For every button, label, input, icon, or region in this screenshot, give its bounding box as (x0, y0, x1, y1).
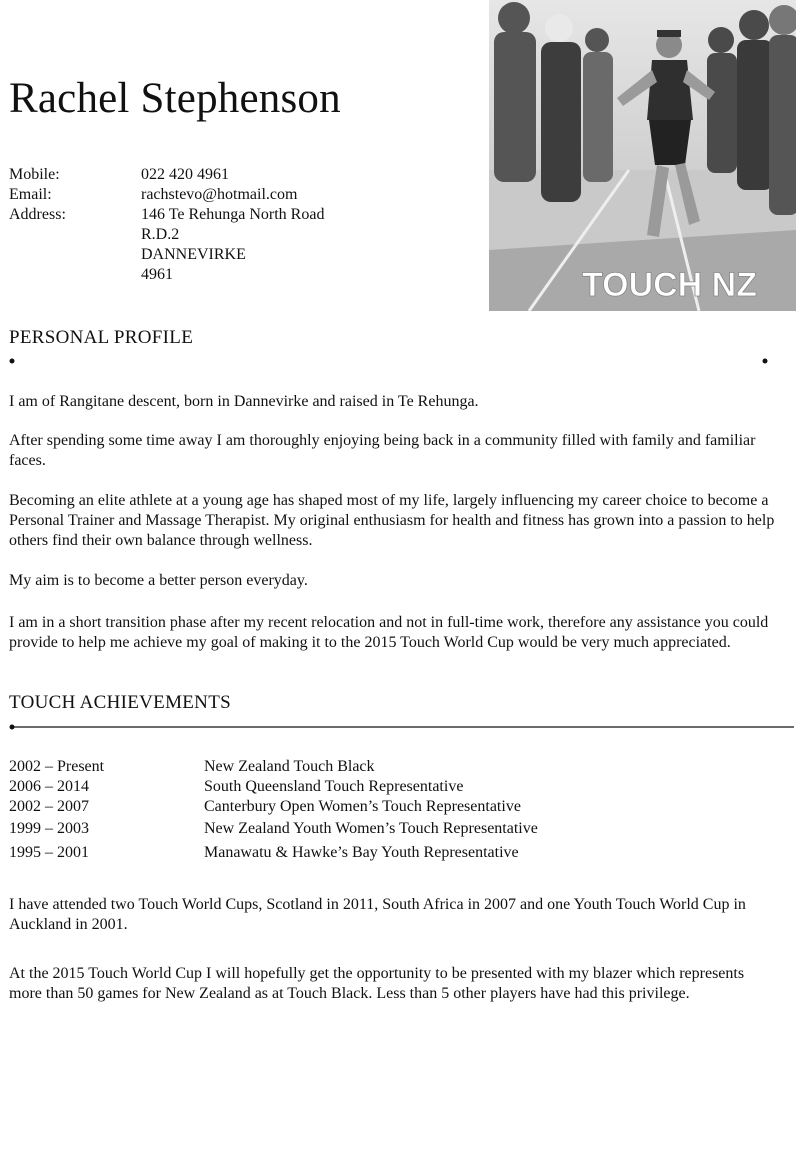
photo-overlay-text: TOUCH NZ (581, 266, 757, 304)
achievements-paragraph: I have attended two Touch World Cups, Scotland in 2011, South Africa in 2007 and one Youth Touch World Cup in Auckland in 2001. (9, 896, 746, 933)
address-row (9, 205, 324, 225)
achievements-divider (9, 722, 794, 732)
address-row (9, 225, 324, 245)
address-line: DANNEVIRKE (141, 246, 246, 263)
profile-heading: PERSONAL PROFILE (9, 327, 194, 348)
profile-paragraph: I am of Rangitane descent, born in Dannevirke and raised in Te Rehunga. (9, 393, 479, 410)
achievement-years: 1999 – 2003 (9, 820, 89, 837)
person-name: Rachel Stephenson (9, 75, 341, 122)
address-line: 146 Te Rehunga North Road (141, 206, 325, 223)
achievement-title: New Zealand Youth Women’s Touch Representative (204, 820, 538, 837)
address-label: Address: (9, 206, 66, 223)
achievement-row (9, 817, 538, 841)
email-value: rachstevo@hotmail.com (141, 186, 298, 203)
contact-block (9, 165, 324, 285)
email-row (9, 185, 324, 205)
achievement-years: 2002 – Present (9, 758, 105, 775)
mobile-value: 022 420 4961 (141, 166, 229, 183)
achievement-years: 2002 – 2007 (9, 798, 89, 815)
profile-paragraph: I am in a short transition phase after my recent relocation and not in full-time work, therefore any assistance you could provide to help me achieve my goal of making it to the 2015 Touch World Cup would be very much appreciated. (9, 614, 769, 651)
athlete-photo (489, 0, 796, 311)
achievement-title: South Queensland Touch Representative (204, 778, 464, 795)
achievement-title: New Zealand Touch Black (204, 758, 375, 775)
achievement-row (9, 841, 538, 865)
achievement-row (9, 797, 538, 817)
achievement-title: Manawatu & Hawke’s Bay Youth Representative (204, 844, 519, 861)
mobile-row (9, 165, 324, 185)
email-label: Email: (9, 186, 52, 203)
profile-paragraph: My aim is to become a better person everyday. (9, 572, 308, 589)
achievement-years: 2006 – 2014 (9, 778, 89, 795)
mobile-label: Mobile: (9, 166, 60, 183)
address-row (9, 245, 324, 265)
achievements-list (9, 757, 538, 865)
achievements-heading: TOUCH ACHIEVEMENTS (9, 692, 231, 713)
profile-divider (9, 356, 794, 366)
address-row (9, 265, 324, 285)
achievements-paragraph: At the 2015 Touch World Cup I will hopefully get the opportunity to be presented with my blazer which represents more than 50 games for New Zealand as at Touch Black. Less than 5 other players have had this privilege. (9, 965, 745, 1002)
profile-paragraph: Becoming an elite athlete at a young age has shaped most of my life, largely influencing my career choice to become a Personal Trainer and Massage Therapist. My original enthusiasm for health and fitness has grown into a passion to help others find their own balance through wellness. (9, 492, 775, 549)
achievement-row (9, 757, 538, 777)
achievement-years: 1995 – 2001 (9, 844, 89, 861)
address-line: 4961 (141, 266, 173, 283)
address-line: R.D.2 (141, 226, 180, 243)
achievement-title: Canterbury Open Women’s Touch Representative (204, 798, 521, 815)
profile-paragraph: After spending some time away I am thoroughly enjoying being back in a community filled with family and familiar faces. (9, 432, 756, 469)
achievement-row (9, 777, 538, 797)
